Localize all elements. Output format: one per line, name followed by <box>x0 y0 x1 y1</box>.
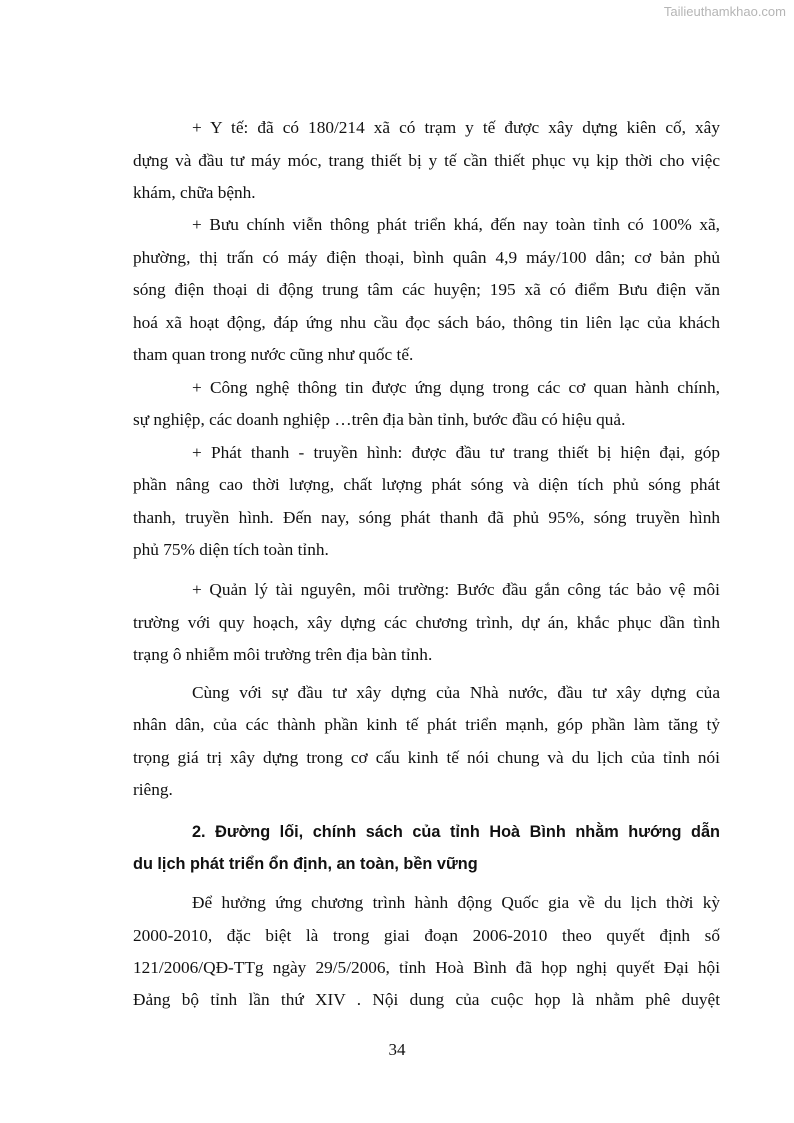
text-line: phủ 75% diện tích toàn tỉnh. <box>133 540 329 559</box>
text-line: Cùng với sự đầu tư xây dựng của Nhà nước, đầu tư xây dựng của <box>192 683 720 702</box>
text-line: dựng và đầu tư máy móc, trang thiết bị y tế cần thiết phục vụ kịp thời cho việc <box>133 151 720 170</box>
text-line: 121/2006/QĐ-TTg ngày 29/5/2006, tỉnh Hoà Bình đã họp nghị quyết Đại hội <box>133 958 720 977</box>
text-line: 2000-2010, đặc biệt là trong giai đoạn 2006-2010 theo quyết định số <box>133 926 720 945</box>
text-line: phần nâng cao thời lượng, chất lượng phát sóng và diện tích phủ sóng phát <box>133 475 720 494</box>
text-line: + Bưu chính viễn thông phát triển khá, đến nay toàn tỉnh có 100% xã, <box>192 215 720 234</box>
text-line: + Công nghệ thông tin được ứng dụng trong các cơ quan hành chính, <box>192 378 720 397</box>
section-heading-line: du lịch phát triển ổn định, an toàn, bền vững <box>133 855 478 873</box>
watermark: Tailieuthamkhao.com <box>663 4 786 19</box>
text-line: sự nghiệp, các doanh nghiệp …trên địa bàn tỉnh, bước đầu có hiệu quả. <box>133 410 626 429</box>
text-line: Đảng bộ tỉnh lần thứ XIV . Nội dung của cuộc họp là nhằm phê duyệt <box>133 990 720 1009</box>
text-line: riêng. <box>133 780 173 799</box>
text-line: sóng điện thoại di động trung tâm các huyện; 195 xã có điểm Bưu điện văn <box>133 280 720 299</box>
text-line: trọng giá trị xây dựng trong cơ cấu kinh tế nói chung và du lịch của tỉnh nói <box>133 748 720 767</box>
text-line: + Phát thanh - truyền hình: được đầu tư trang thiết bị hiện đại, góp <box>192 443 720 462</box>
text-line: hoá xã hoạt động, đáp ứng nhu cầu đọc sách báo, thông tin liên lạc của khách <box>133 313 720 332</box>
text-line: phường, thị trấn có máy điện thoại, bình quân 4,9 máy/100 dân; cơ bản phủ <box>133 248 720 267</box>
section-heading-line: 2. Đường lối, chính sách của tỉnh Hoà Bình nhằm hướng dẫn <box>192 823 720 841</box>
text-line: nhân dân, của các thành phần kinh tế phát triển mạnh, góp phần làm tăng tỷ <box>133 715 720 734</box>
page-number: 34 <box>388 1040 406 1059</box>
text-line: + Y tế: đã có 180/214 xã có trạm y tế được xây dựng kiên cố, xây <box>192 118 720 137</box>
text-line: khám, chữa bệnh. <box>133 183 256 202</box>
text-line: + Quản lý tài nguyên, môi trường: Bước đầu gắn công tác bảo vệ môi <box>192 580 720 599</box>
text-line: trường với quy hoạch, xây dựng các chương trình, dự án, khắc phục dần tình <box>133 613 720 632</box>
text-line: tham quan trong nước cũng như quốc tế. <box>133 345 414 364</box>
text-line: Để hưởng ứng chương trình hành động Quốc gia về du lịch thời kỳ <box>192 893 720 912</box>
text-line: thanh, truyền hình. Đến nay, sóng phát thanh đã phủ 95%, sóng truyền hình <box>133 508 720 527</box>
text-line: trạng ô nhiễm môi trường trên địa bàn tỉnh. <box>133 645 433 664</box>
